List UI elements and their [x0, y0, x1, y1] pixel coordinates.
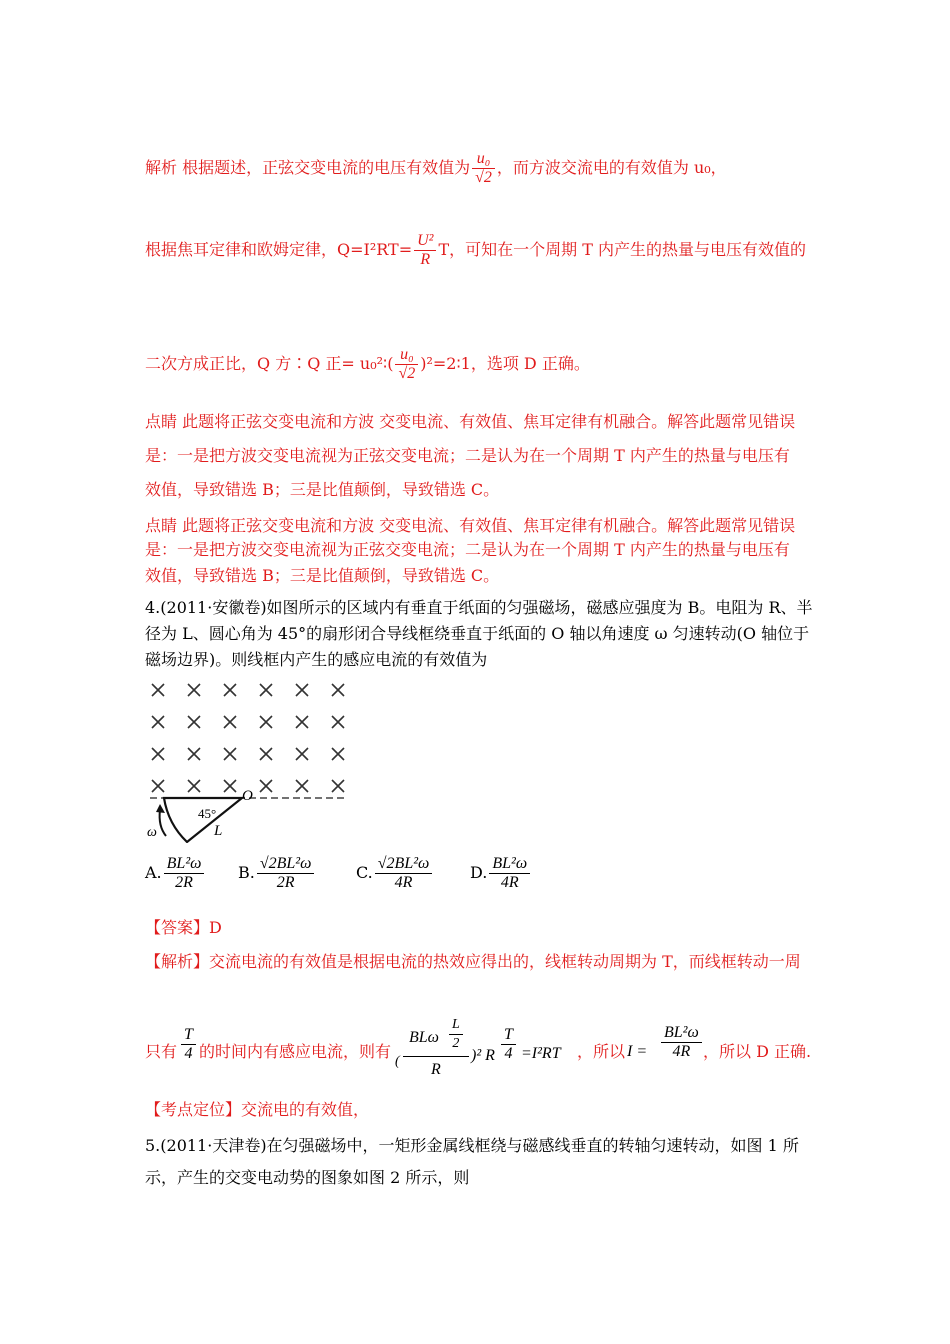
analysis-text: 根据焦耳定律和欧姆定律，Q=I²RT= — [145, 240, 413, 259]
fraction — [414, 232, 436, 269]
angle-label: 45° — [198, 806, 217, 821]
fraction-denominator: 4 — [501, 1044, 516, 1063]
analysis-text: 二次方成正比，Q 方∶Q 正= u₀²∶( — [145, 354, 394, 373]
dianjing2-line: 点睛 此题将正弦交变电流和方波 交变电流、有效值、焦耳定律有机融合。解答此题常见错误 — [145, 516, 796, 535]
option-fraction — [375, 855, 433, 892]
formula-text: ，所以 — [577, 1042, 626, 1061]
field-cross-icon — [296, 748, 308, 760]
omega-label: ω — [147, 825, 157, 840]
field-cross-icon — [152, 684, 164, 696]
option-letter: D. — [470, 863, 488, 882]
question4-line: 磁场边界)。则线框内产生的感应电流的有效值为 — [145, 650, 488, 669]
analysis-text-tail: ，而方波交流电的有效值为 u₀， — [496, 158, 727, 177]
field-cross-icon — [152, 780, 164, 792]
formula-text: 只有 — [145, 1042, 178, 1061]
dianjing1-line: 点睛 此题将正弦交变电流和方波 交变电流、有效值、焦耳定律有机融合。解答此题常见错误 — [145, 412, 796, 431]
fraction-denominator: 4R — [661, 1042, 702, 1061]
fraction-numerator: u₀ — [476, 150, 491, 167]
fraction-denominator: √2 — [395, 364, 418, 383]
fraction-denominator: 2 — [449, 1034, 463, 1053]
option-c[interactable] — [356, 855, 434, 892]
open-paren: ( — [395, 1054, 400, 1069]
kaodian-line: 【考点定位】交流电的有效值， — [145, 1100, 370, 1119]
formula-text: 的时间内有感应电流，则有 — [199, 1042, 392, 1061]
option-d[interactable] — [470, 855, 532, 892]
option-a[interactable] — [145, 855, 206, 892]
fraction-numerator: BL²ω — [664, 1024, 699, 1041]
analysis-line-3 — [145, 346, 590, 383]
radius-label: L — [214, 823, 223, 839]
field-cross-icon — [332, 716, 344, 728]
analysis-text-tail: )²=2∶1，选项 D 正确。 — [420, 354, 590, 373]
fraction-numerator: T — [504, 1026, 513, 1043]
option-fraction — [257, 855, 315, 892]
l-over-2-fraction — [449, 1016, 463, 1053]
field-cross-icon — [224, 748, 236, 760]
rotation-arrow — [160, 810, 166, 836]
field-cross-icon — [188, 748, 200, 760]
fraction-numerator: T — [184, 1026, 193, 1043]
formula-equals: =I²RT — [521, 1045, 561, 1062]
question4-line: 径为 L、圆心角为 45°的扇形闭合导线框绕垂直于纸面的 O 轴以角速度 ω 匀速转动(O 轴位于 — [145, 624, 810, 643]
option-letter: C. — [356, 863, 373, 882]
field-cross-icon — [296, 684, 308, 696]
question5-line: 5.(2011·天津卷)在匀强磁场中，一矩形金属线框绕与磁感线垂直的转轴匀速转动，如图 1 所 — [145, 1136, 799, 1155]
answer-line: 【答案】D — [145, 918, 222, 937]
dianjing1-line: 效值，导致错选 B；三是比值颠倒，导致错选 C。 — [145, 480, 500, 499]
fraction — [472, 150, 495, 187]
o-axis-label: O — [242, 788, 253, 804]
field-cross-icon — [188, 684, 200, 696]
result-fraction — [661, 1024, 702, 1061]
field-cross-icon — [332, 780, 344, 792]
field-cross-icon — [332, 684, 344, 696]
t-over-4-fraction-2 — [501, 1026, 516, 1063]
option-denominator: 2R — [164, 873, 205, 892]
option-letter: B. — [238, 863, 255, 882]
analysis-line-2 — [145, 232, 806, 269]
compound-fraction — [403, 1018, 469, 1082]
fraction-numerator: L — [452, 1017, 460, 1032]
field-cross-icon — [296, 780, 308, 792]
field-cross-icon — [152, 748, 164, 760]
field-cross-icon — [260, 684, 272, 696]
option-numerator: BL²ω — [166, 855, 202, 872]
option-letter: A. — [145, 863, 162, 882]
fraction-denominator: 4 — [181, 1044, 196, 1063]
question4-line: 4.(2011·安徽卷)如图所示的区域内有垂直于纸面的匀强磁场，磁感应强度为 B。电阻为 R、半 — [145, 598, 813, 617]
arrow-head — [156, 804, 165, 813]
option-fraction — [164, 855, 205, 892]
field-cross-icon — [188, 716, 200, 728]
option-numerator: BL²ω — [492, 855, 528, 872]
field-cross-icon — [188, 780, 200, 792]
analysis-text: 解析 根据题述，正弦交变电流的电压有效值为 — [145, 158, 471, 177]
field-cross-icon — [224, 684, 236, 696]
fraction-denominator: R — [414, 250, 436, 269]
field-cross-icon — [296, 716, 308, 728]
field-cross-icon — [224, 716, 236, 728]
formula-after: )² R — [471, 1047, 495, 1064]
fraction-numerator: U² — [417, 232, 434, 249]
jiexi-line: 【解析】交流电流的有效值是根据电流的热效应得出的，线框转动周期为 T，而线框转动一周 — [145, 952, 801, 971]
option-numerator: √2BL²ω — [377, 855, 430, 872]
main-fraction-bar — [403, 1056, 469, 1057]
t-over-4-fraction — [181, 1026, 196, 1063]
option-fraction — [489, 855, 530, 892]
field-cross-icon — [260, 716, 272, 728]
field-cross-icon — [224, 780, 236, 792]
field-cross-icon — [152, 716, 164, 728]
dianjing2-line: 效值，导致错选 B；三是比值颠倒，导致错选 C。 — [145, 566, 500, 585]
field-cross-icon — [260, 780, 272, 792]
fraction-denominator: √2 — [472, 168, 495, 187]
fraction — [395, 346, 418, 383]
analysis-text-tail: T，可知在一个周期 T 内产生的热量与电压有效值的 — [438, 240, 806, 259]
option-denominator: 4R — [489, 873, 530, 892]
analysis-line-1 — [145, 150, 727, 187]
main-denominator: R — [431, 1061, 441, 1078]
magnetic-field-figure — [142, 678, 357, 843]
option-numerator: √2BL²ω — [259, 855, 312, 872]
field-cross-icon — [332, 748, 344, 760]
current-symbol: I = — [627, 1043, 648, 1060]
inner-numerator: BLω — [409, 1029, 439, 1046]
field-cross-icon — [260, 748, 272, 760]
dianjing1-line: 是：一是把方波交变电流视为正弦交变电流；二是认为在一个周期 T 内产生的热量与电压有 — [145, 446, 790, 465]
field-crosses — [152, 684, 344, 792]
option-denominator: 2R — [257, 873, 315, 892]
formula-text: ，所以 D 正确. — [703, 1042, 812, 1061]
dianjing2-line: 是：一是把方波交变电流视为正弦交变电流；二是认为在一个周期 T 内产生的热量与电压有 — [145, 540, 790, 559]
option-b[interactable] — [238, 855, 316, 892]
option-denominator: 4R — [375, 873, 433, 892]
question5-line: 示，产生的交变电动势的图象如图 2 所示，则 — [145, 1168, 470, 1187]
fraction-numerator: u₀ — [400, 346, 414, 363]
